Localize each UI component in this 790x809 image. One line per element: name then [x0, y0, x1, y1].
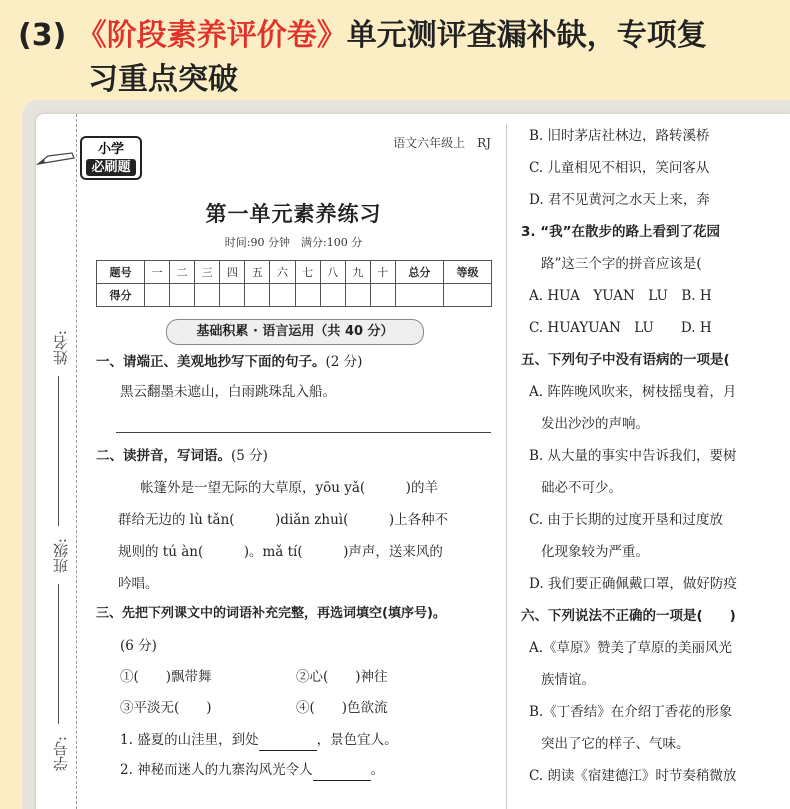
score-value-row — [97, 284, 492, 307]
q3-item: ②心( )神往 — [296, 669, 388, 685]
binding-margin — [36, 114, 96, 809]
class-line — [58, 584, 59, 724]
option-line: 础必不可少。 — [541, 480, 622, 496]
option-line: C. 由于长期的过度开垦和过度放 — [529, 512, 723, 528]
id-label: 学号: — [52, 736, 70, 772]
banner-line-2: 习重点突破 — [88, 62, 238, 97]
question-heading: 五、下列句子中没有语病的一项是( — [521, 352, 730, 368]
banner-number: (3) — [18, 18, 67, 53]
option-line: 路”这三个字的拼音应该是( — [541, 256, 702, 272]
q3-sentence-1 — [120, 730, 398, 751]
name-line — [58, 376, 59, 526]
q3-item: ④( )色欲流 — [296, 700, 388, 716]
option-line: B. 旧时茅店社林边，路转溪桥 — [529, 128, 710, 144]
score-cell: 一 — [145, 261, 170, 284]
score-cell: 二 — [170, 261, 195, 284]
option-line: A. 阵阵晚风吹来，树枝摇曳着，月 — [529, 384, 737, 400]
score-blank — [370, 284, 395, 307]
option-line: B.《丁香结》在介绍丁香花的形象 — [529, 704, 733, 720]
logo-line-2: 必刷题 — [86, 159, 136, 176]
q2-line: 规则的 tú àn( )。mǎ tí( )声声，送来风的 — [118, 544, 443, 560]
q1-text: 黑云翻墨未遮山，白雨跳珠乱入船。 — [120, 384, 336, 400]
q2-line: 吟唱。 — [118, 576, 159, 592]
q3-s1-end: ，景色宜人。 — [316, 732, 398, 748]
score-blank — [395, 284, 443, 307]
banner-text: 单元测评查漏补缺，专项复 — [346, 18, 707, 53]
score-cell: 题号 — [97, 261, 145, 284]
banner-highlight: 《阶段素养评价卷》 — [76, 18, 347, 53]
paper-preview — [22, 100, 790, 809]
section-banner: 基础积累 · 语言运用（共 40 分） — [166, 319, 424, 345]
promo-banner — [18, 14, 778, 102]
option-line: A. HUA YUAN LU B. H — [529, 288, 712, 304]
subject-label: 语文六年级上 RJ — [393, 136, 491, 150]
option-line: D. 君不见黄河之水天上来，奔 — [529, 192, 710, 208]
q2-points: (5 分) — [231, 448, 268, 464]
q3-s2-text: 2. 神秘而迷人的九寨沟风光令人 — [120, 762, 313, 778]
option-line: B. 从大量的事实中告诉我们，要树 — [529, 448, 737, 464]
cut-line — [76, 114, 77, 809]
option-line: C. 朗读《宿建德江》时节奏稍微放 — [529, 768, 737, 784]
pencil-icon — [36, 150, 76, 170]
option-line: 突出了它的样子、气味。 — [541, 736, 690, 752]
q3-heading: 三、先把下列课文中的词语补充完整，再选词填空(填序号)。 — [96, 606, 446, 621]
score-cell: 九 — [345, 261, 370, 284]
q1-answer-line — [116, 432, 491, 433]
score-blank — [345, 284, 370, 307]
q1-heading — [96, 352, 362, 372]
name-label: 姓名: — [52, 330, 70, 366]
score-blank — [220, 284, 245, 307]
q3-s1-text: 1. 盛夏的山洼里，到处 — [120, 732, 259, 748]
q3-item: ③平淡无( ) — [120, 700, 212, 716]
q3-item: ①( )飘带舞 — [120, 669, 212, 685]
column-divider — [506, 124, 507, 809]
q3-s2-blank — [313, 760, 371, 781]
score-cell: 得分 — [97, 284, 145, 307]
score-cell: 等级 — [443, 261, 491, 284]
score-header-row — [97, 261, 492, 284]
score-cell: 五 — [245, 261, 270, 284]
score-blank — [320, 284, 345, 307]
question-heading: 六、下列说法不正确的一项是( ) — [521, 608, 736, 624]
option-line: 发出沙沙的声响。 — [541, 416, 649, 432]
logo-line-1: 小学 — [97, 142, 124, 157]
q1-title: 一、请端正、美观地抄写下面的句子。 — [96, 354, 326, 370]
score-cell: 四 — [220, 261, 245, 284]
q2-line: 群给无边的 lù tǎn( )diǎn zhuì( )上各种不 — [118, 512, 449, 528]
score-blank — [145, 284, 170, 307]
q3-s2-end: 。 — [370, 762, 385, 778]
option-line: D. 我们要正确佩戴口罩，做好防疫 — [529, 576, 737, 592]
score-blank — [195, 284, 220, 307]
q2-heading — [96, 446, 268, 466]
option-line: 化现象较为严重。 — [541, 544, 649, 560]
q1-points: (2 分) — [325, 354, 363, 370]
score-cell: 七 — [295, 261, 320, 284]
score-blank — [270, 284, 295, 307]
score-cell: 八 — [320, 261, 345, 284]
class-label: 班级: — [52, 538, 70, 574]
score-table — [96, 260, 492, 307]
score-cell: 六 — [270, 261, 295, 284]
left-column — [96, 114, 491, 809]
exam-sheet — [36, 114, 790, 809]
score-blank — [245, 284, 270, 307]
score-blank — [295, 284, 320, 307]
banner-line-1 — [18, 14, 778, 58]
q2-title: 二、读拼音，写词语。 — [96, 448, 231, 464]
q3-points: (6 分) — [120, 638, 157, 654]
question-heading: 3. “我”在散步的路上看到了花园 — [521, 224, 720, 240]
exam-title: 第一单元素养练习 — [205, 201, 382, 226]
score-cell: 十 — [370, 261, 395, 284]
q3-s1-blank — [259, 730, 317, 751]
option-line: C. 儿童相见不相识，笑问客从 — [529, 160, 710, 176]
score-cell: 总分 — [395, 261, 443, 284]
score-blank — [170, 284, 195, 307]
right-column — [521, 114, 790, 809]
exam-meta: 时间:90 分钟 满分:100 分 — [224, 236, 363, 249]
score-cell: 三 — [195, 261, 220, 284]
q2-line: 帐篷外是一望无际的大草原，yōu yǎ( )的羊 — [140, 480, 438, 496]
option-line: 族情谊。 — [541, 672, 595, 688]
score-blank — [443, 284, 491, 307]
option-line: C. HUAYUAN LU D. H — [529, 320, 712, 336]
option-line: A.《草原》赞美了草原的美丽风光 — [529, 640, 733, 656]
q3-sentence-2 — [120, 760, 384, 781]
